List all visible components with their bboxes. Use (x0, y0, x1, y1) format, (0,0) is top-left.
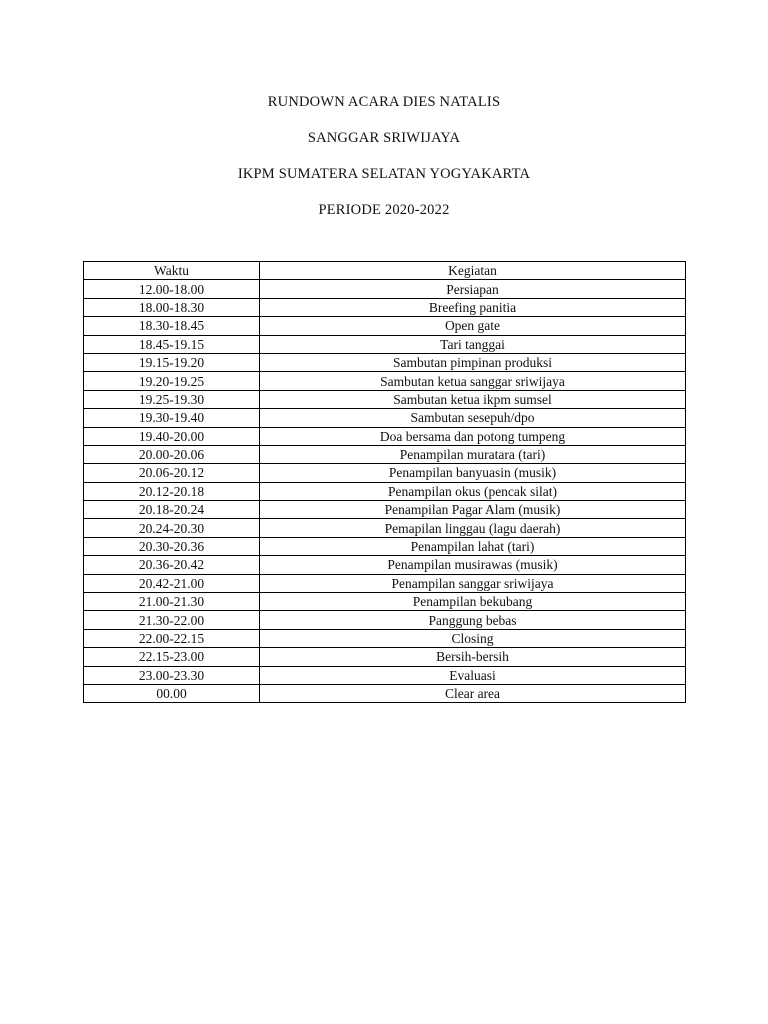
time-cell: 19.25-19.30 (84, 390, 260, 408)
time-cell: 19.30-19.40 (84, 409, 260, 427)
time-cell: 20.42-21.00 (84, 574, 260, 592)
title-line-3: IKPM SUMATERA SELATAN YOGYAKARTA (237, 166, 531, 182)
column-header-waktu: Waktu (84, 262, 260, 280)
table-row (84, 629, 686, 647)
table-row (84, 427, 686, 445)
activity-cell: Sambutan ketua sanggar sriwijaya (260, 372, 686, 390)
time-cell: 20.30-20.36 (84, 537, 260, 555)
table-row (84, 501, 686, 519)
activity-cell: Closing (260, 629, 686, 647)
activity-cell: Panggung bebas (260, 611, 686, 629)
activity-cell: Breefing panitia (260, 298, 686, 316)
activity-cell: Clear area (260, 684, 686, 702)
time-cell: 20.36-20.42 (84, 556, 260, 574)
activity-cell: Open gate (260, 317, 686, 335)
activity-cell: Penampilan bekubang (260, 593, 686, 611)
table-row (84, 335, 686, 353)
time-cell: 12.00-18.00 (84, 280, 260, 298)
activity-cell: Sambutan pimpinan produksi (260, 353, 686, 371)
time-cell: 22.15-23.00 (84, 648, 260, 666)
time-cell: 22.00-22.15 (84, 629, 260, 647)
activity-cell: Penampilan okus (pencak silat) (260, 482, 686, 500)
table-row (84, 280, 686, 298)
table-row (84, 317, 686, 335)
activity-cell: Penampilan Pagar Alam (musik) (260, 501, 686, 519)
time-cell: 00.00 (84, 684, 260, 702)
table-body (84, 280, 686, 703)
activity-cell: Doa bersama dan potong tumpeng (260, 427, 686, 445)
activity-cell: Sambutan ketua ikpm sumsel (260, 390, 686, 408)
activity-cell: Persiapan (260, 280, 686, 298)
table-row (84, 519, 686, 537)
table-row (84, 684, 686, 702)
activity-cell: Penampilan sanggar sriwijaya (260, 574, 686, 592)
table-row (84, 482, 686, 500)
table-row (84, 409, 686, 427)
time-cell: 20.00-20.06 (84, 445, 260, 463)
title-line-2: SANGGAR SRIWIJAYA (307, 130, 461, 146)
table-row (84, 593, 686, 611)
time-cell: 20.24-20.30 (84, 519, 260, 537)
time-cell: 18.30-18.45 (84, 317, 260, 335)
title-line-1: RUNDOWN ACARA DIES NATALIS (267, 94, 501, 110)
table-row (84, 353, 686, 371)
table-row (84, 445, 686, 463)
time-cell: 21.00-21.30 (84, 593, 260, 611)
table-row (84, 666, 686, 684)
table-row (84, 537, 686, 555)
table-row (84, 372, 686, 390)
activity-cell: Pemapilan linggau (lagu daerah) (260, 519, 686, 537)
table-header-row (84, 262, 686, 280)
time-cell: 21.30-22.00 (84, 611, 260, 629)
rundown-table (83, 261, 686, 703)
time-cell: 19.20-19.25 (84, 372, 260, 390)
time-cell: 18.00-18.30 (84, 298, 260, 316)
activity-cell: Sambutan sesepuh/dpo (260, 409, 686, 427)
activity-cell: Bersih-bersih (260, 648, 686, 666)
time-cell: 20.06-20.12 (84, 464, 260, 482)
table-row (84, 556, 686, 574)
table-row (84, 464, 686, 482)
activity-cell: Tari tanggai (260, 335, 686, 353)
time-cell: 20.12-20.18 (84, 482, 260, 500)
time-cell: 19.40-20.00 (84, 427, 260, 445)
activity-cell: Penampilan muratara (tari) (260, 445, 686, 463)
table-row (84, 611, 686, 629)
activity-cell: Evaluasi (260, 666, 686, 684)
activity-cell: Penampilan lahat (tari) (260, 537, 686, 555)
table-row (84, 298, 686, 316)
document-header (0, 92, 768, 236)
title-line-4: PERIODE 2020-2022 (318, 202, 450, 218)
table-row (84, 390, 686, 408)
table-row (84, 648, 686, 666)
activity-cell: Penampilan banyuasin (musik) (260, 464, 686, 482)
time-cell: 20.18-20.24 (84, 501, 260, 519)
table-row (84, 574, 686, 592)
time-cell: 18.45-19.15 (84, 335, 260, 353)
activity-cell: Penampilan musirawas (musik) (260, 556, 686, 574)
column-header-kegiatan: Kegiatan (260, 262, 686, 280)
time-cell: 23.00-23.30 (84, 666, 260, 684)
time-cell: 19.15-19.20 (84, 353, 260, 371)
